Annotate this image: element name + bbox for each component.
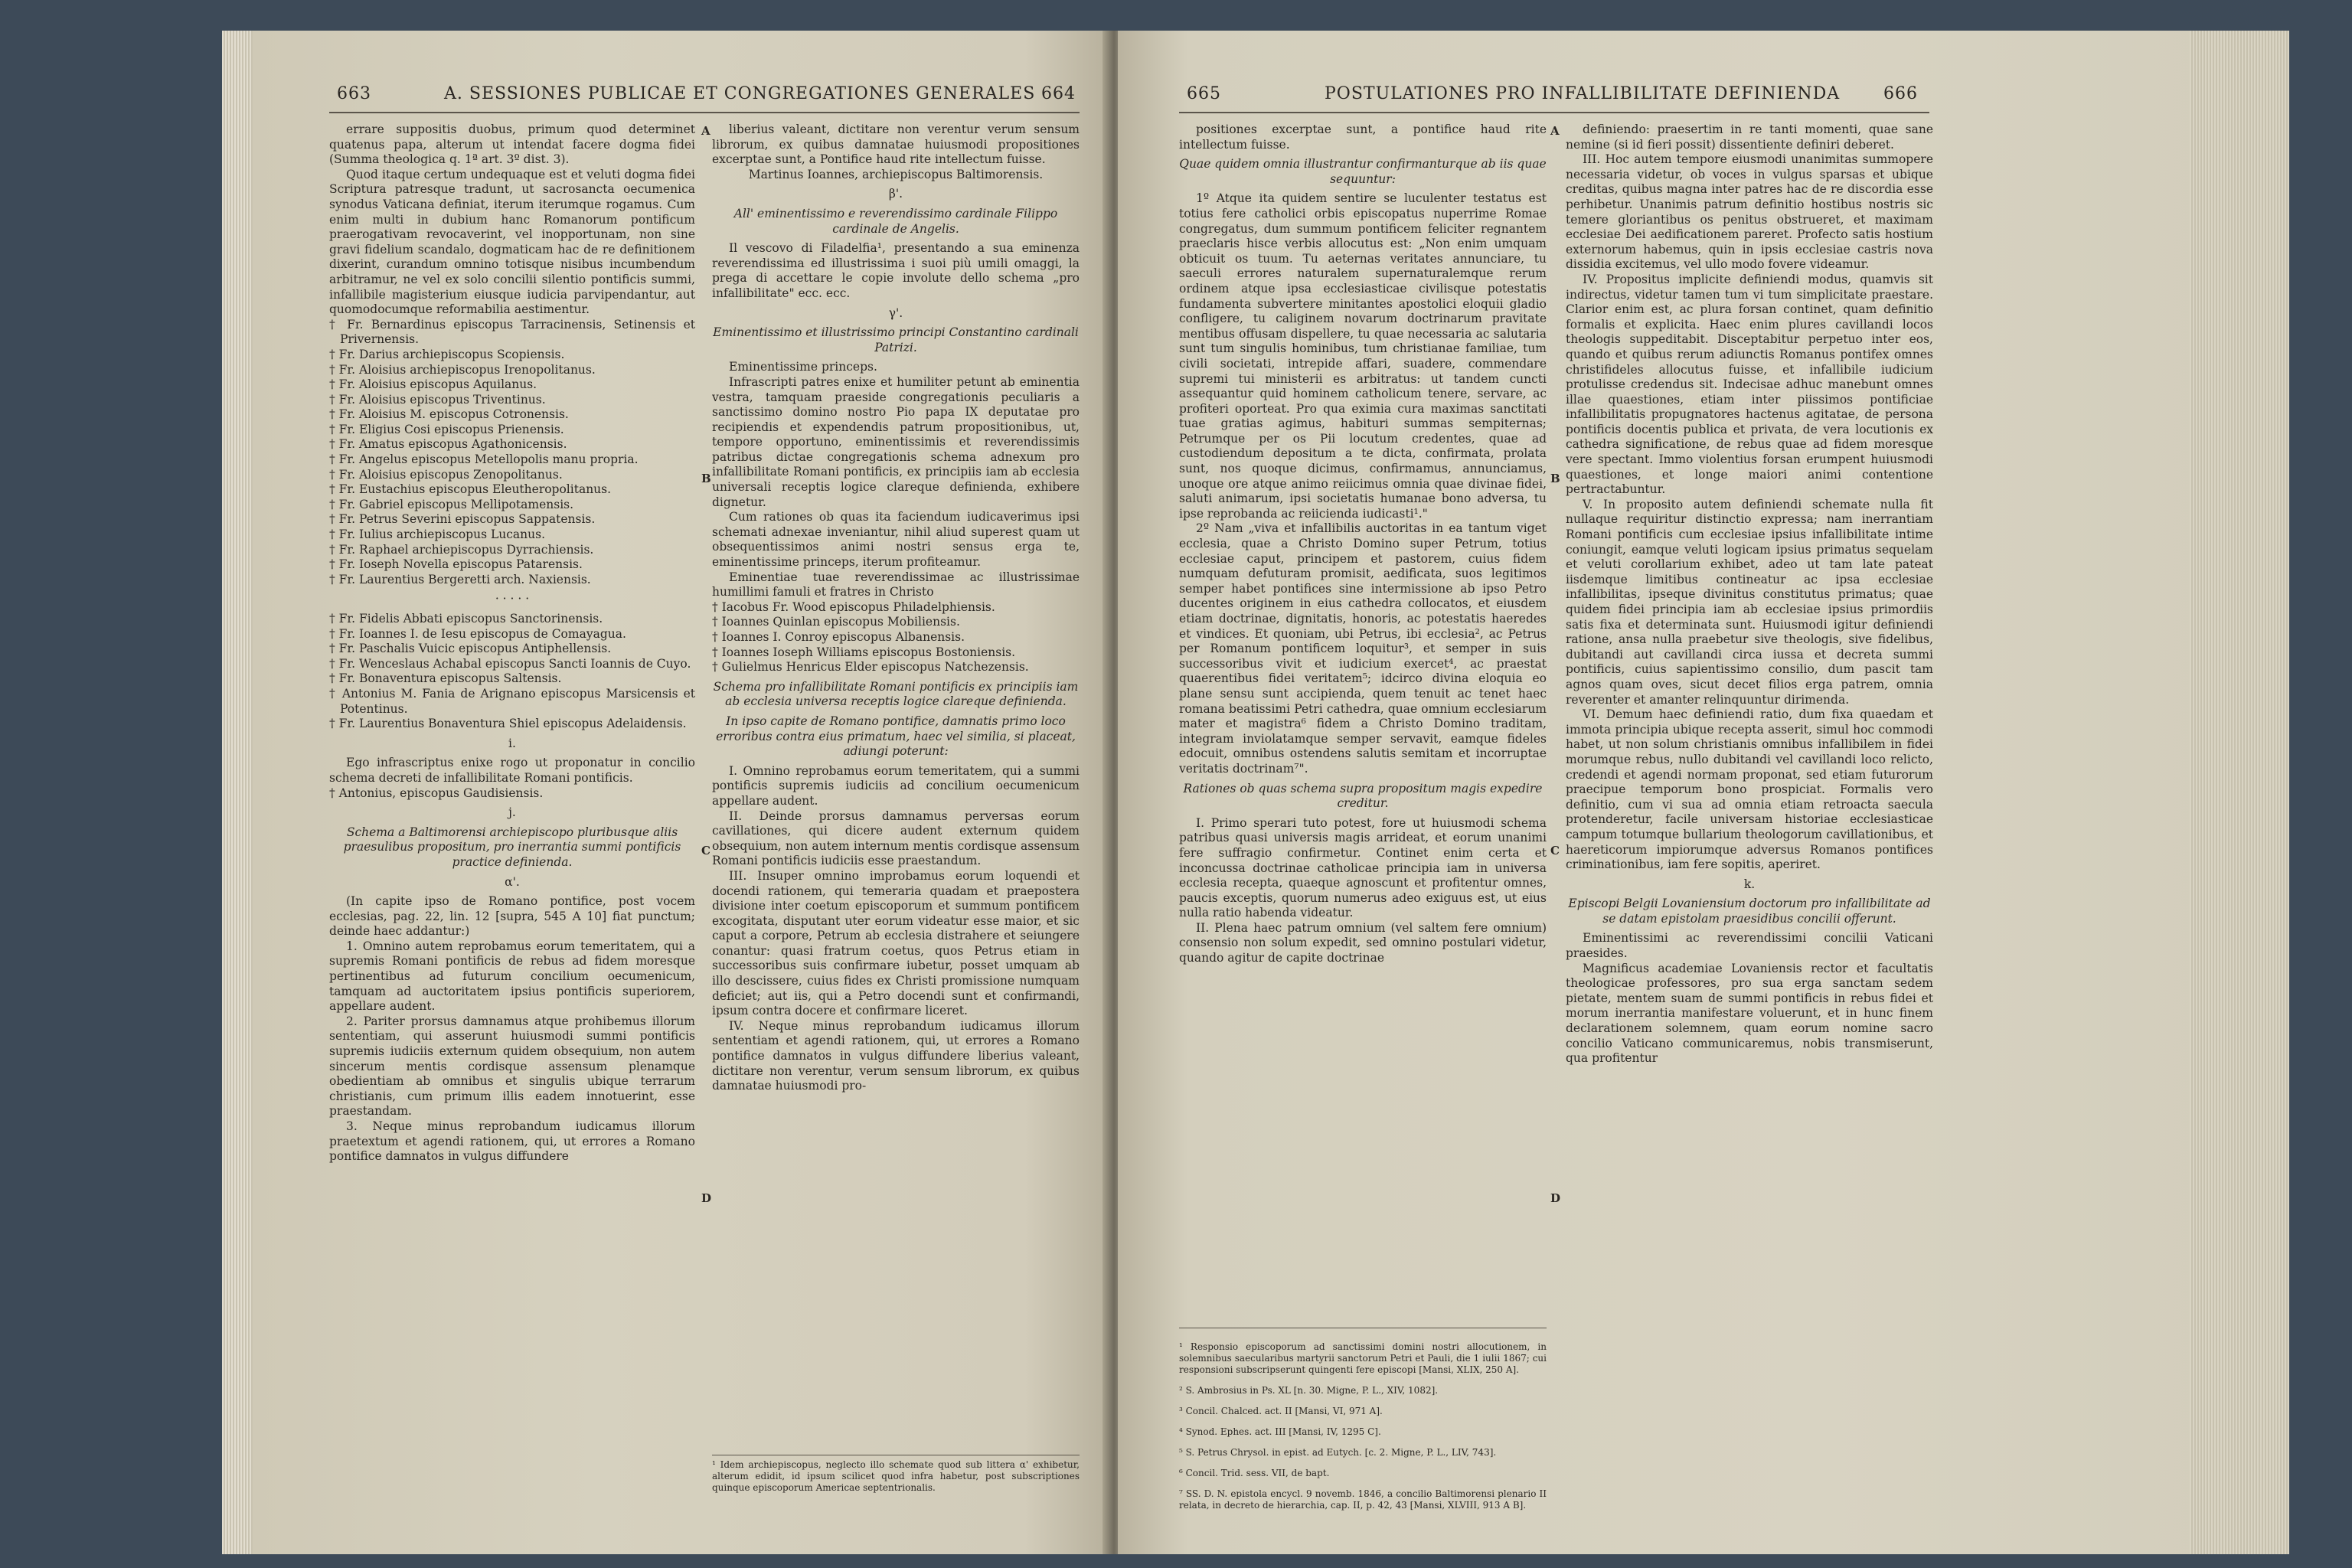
text-paragraph: Rationes ob quas schema supra propositum magis expedire creditur. [1183, 781, 1543, 811]
margin-letter-c: C [701, 844, 710, 858]
page-number-665: 665 [1187, 84, 1221, 103]
header-rule [329, 112, 1080, 113]
page-number-664: 664 [1041, 84, 1076, 103]
text-paragraph: ⁶ Concil. Trid. sess. VII, de bapt. [1179, 1468, 1330, 1478]
text-paragraph: † Iacobus Fr. Wood episcopus Philadelphiensis. [712, 599, 995, 614]
text-paragraph: γ'. [888, 305, 903, 320]
text-paragraph: ⁴ Synod. Ephes. act. III [Mansi, IV, 1295 C]. [1179, 1426, 1381, 1437]
text-paragraph: Episcopi Belgii Lovaniensium doctorum pro infallibilitate ad se datam epistolam praesidibus concilii offerunt. [1568, 897, 1931, 926]
text-paragraph: † Fr. Gabriel episcopus Mellipotamensis. [329, 497, 574, 511]
text-paragraph: VI. Demum haec definiendi ratio, dum fixa quaedam et immota principia ubique recepta asserit, simul hoc commodi habet, ut non solum christianis omnibus infallibilem in fidei morumque rebus, nullo dubitandi vel cavillandi loco relicto, credendi et agendi normam proponat, sed etiam futurorum praecipue temporum bono prospiciat. Formalis vero definitio, cum vi sua ad omnia etiam retroacta saecula protenderetur, facile universam historiae ecclesiasticae campum totumque bullarium theologorum cavillationibus, et haereticorum impiorumque adversus Romanos pontifices criminationibus, iam fere sopitis, aperiret. [1566, 707, 1933, 872]
text-paragraph: 3. Neque minus reprobandum iudicamus illorum praetextum et agendi rationem, qui, ut errores a Romano pontifice damnatos in vulgus diffundere [329, 1119, 695, 1164]
text-paragraph: † Antonius, episcopus Gaudisiensis. [329, 786, 544, 800]
text-paragraph: definiendo: praesertim in re tanti momenti, quae sane nemine (si id fieri possit) dissentiente definiri deberet. [1566, 122, 1933, 152]
right-page-edges [2190, 31, 2289, 1554]
page-number-663: 663 [337, 84, 371, 103]
margin-letter-b: B [701, 472, 711, 485]
page-number-666: 666 [1883, 84, 1918, 103]
margin-letter-a: A [701, 124, 710, 138]
text-paragraph: IV. Neque minus reprobandum iudicamus illorum sententiam et agendi rationem, qui, ut errores a Romano pontifice damnatos in vulgus diffundere liberius valeant, dictitare non verentur, verum sensum librorum, ex quibus damnatae huiusmodi pro- [712, 1018, 1080, 1093]
text-paragraph: † Fr. Paschalis Vuicic episcopus Antiphellensis. [329, 642, 612, 656]
margin-letter-a-right: A [1550, 124, 1560, 138]
text-paragraph: Eminentiae tuae reverendissimae ac illustrissimae humillimi famuli et fratres in Christo [712, 570, 1080, 599]
text-paragraph: Eminentissimi ac reverendissimi concilii Vaticani praesides. [1566, 931, 1933, 961]
margin-letter-b-right: B [1550, 472, 1560, 485]
text-paragraph: liberius valeant, dictitare non verentur verum sensum librorum, ex quibus damnatae huiusmodi propositiones excerptae sunt, a Pontifice haud rite intellectum fuisse. [712, 122, 1080, 167]
text-paragraph: I. Primo sperari tuto potest, fore ut huiusmodi schema patribus quasi universis magis arrideat, et eorum unanimi fere suffragio confirmetur. Continet enim certa et inconcussa doctrinae catholicae principia iam in universa ecclesia recepta, quaeque agnoscunt et profitentur omnes, paucis exceptis, quorum numerus adeo exiguus est, ut eius nulla ratio habenda videatur. [1179, 815, 1547, 920]
text-paragraph: ² S. Ambrosius in Ps. XL [n. 30. Migne, P. L., XIV, 1082]. [1179, 1385, 1439, 1396]
left-page-column-1 [329, 122, 695, 1547]
text-paragraph: † Antonius M. Fania de Arignano episcopus Marsicensis et Potentinus. [329, 686, 695, 716]
text-paragraph: 1º Atque ita quidem sentire se luculenter testatus est totius fere catholici orbis episcopatus nuperrime Romae congregatus, dum summum pontificem feliciter regnantem praeclaris hisce verbis allocutus est: „Non enim umquam obticuit os tuum. Tu aeternas veritates annunciare, tu saeculi errores naturalem supernaturalemque rerum ordinem atque ipsa ecclesiasticae civilisque potestatis fundamenta subvertere minitantes apostolici eloquii gladio confligere, tu caliginem novarum doctrinarum pravitate mentibus offusam dispellere, tu quae necessaria ac salutaria sunt tum singulis hominibus, tum christianae familiae, tum civili societati, intrepide affari, suadere, commendare supremi tui ministerii es arbitratus: ut tandem cuncti assequantur quid hominem catholicum tenere, servare, ac profiteri oporteat. Pro qua eximia cura maximas sanctitati tuae gratias agimus, habituri summas sempiternas; Petrumque per os Pii locutum credentes, quae ad custodiendum depositum a te dicta, confirmata, prolata sunt, nos quoque dicimus, confirmamus, annunciamus, unoque ore atque animo reiicimus omnia quae divinae fidei, saluti animarum, ipsi societatis humanae bono adversa, tu ipse reprobanda ac reiicienda iudicasti¹." [1179, 191, 1547, 521]
text-paragraph: I. Omnino reprobamus eorum temeritatem, qui a summi pontificis supremis iudiciis ad concilium oecumenicum appellare audent. [712, 763, 1080, 808]
text-paragraph: 1. Omnino autem reprobamus eorum temeritatem, qui a supremis Romani pontificis de rebus ad fidem moresque pertinentibus ad futurum concilium oecumenicum, tamquam ad auctoritatem ipsius pontificis superiorem, appellare audent. [329, 939, 695, 1014]
right-page [1118, 31, 2289, 1554]
text-paragraph: Infrascripti patres enixe et humiliter petunt ab eminentia vestra, tamquam praeside congregationis peculiaris a sanctissimo domino nostro Pio papa IX deputatae pro recipiendis et expendendis patrum propositionibus, ut, tempore opportuno, eminentissimis et reverendissimis patribus dictae congregationis schema adnexum pro infallibilitate Romani pontificis, ex principiis iam ab ecclesia universali receptis logice clareque definienda, exhibere dignetur. [712, 374, 1080, 509]
text-paragraph: All' eminentissimo e reverendissimo cardinale Filippo cardinale de Angelis. [733, 206, 1058, 236]
text-paragraph: † Fr. Darius archiepiscopus Scopiensis. [329, 347, 565, 361]
text-paragraph: Schema a Baltimorensi archiepiscopo pluribusque aliis praesulibus propositum, pro inerrantia summi pontificis practice definienda. [343, 825, 681, 869]
text-paragraph: IV. Propositus implicite definiendi modus, quamvis sit indirectus, videtur tamen tum vi tum simplicitate praestare. Clarior enim est, ac plura forsan continet, quam definitio formalis et explicita. Haec enim plures cavillandi locos theologis suppeditabit. Disceptabitur perpetuo inter eos, quando et quibus rerum adiunctis Romanus pontifex omnes christifideles allocutus fuisse, et infallibile iudicium protulisse credendus sit. Indecisae adhuc manebunt omnes illae quaestiones, etiam inter piissimos pontificiae infallibilitatis propugnatores hactenus agitatae, de persona pontificis docentis publica et privata, de vera locutionis ex cathedra significatione, de rebus quae ad fidem moresque vere spectant. Immo violentius forsan erumpent huiusmodi quaestiones, et longe maiori animi contentione pertractabuntur. [1566, 272, 1933, 497]
text-paragraph: † Fr. Fidelis Abbati episcopus Sanctorinensis. [329, 612, 603, 626]
text-paragraph: Quod itaque certum undequaque est et veluti dogma fidei Scriptura patresque tradunt, ut sacrosancta oecumenica synodus Vaticana definiat, iterum iterumque rogamus. Cum enim multi in dubium hanc Romanorum pontificum praerogativam revocaverint, vel inopportunam, non sine gravi fidelium scandalo, dogmaticam hac de re definitionem dixerint, curandum omnino totisque nisibus incumbendum arbitramur, ne vel ex solo concilii silentio pontificis summi, infallibile magisterium eiusque iudicia parvipendantur, aut quomodocumque reformabilia aestimentur. [329, 167, 695, 317]
text-paragraph: errare suppositis duobus, primum quod determinet quatenus papa, alterum ut intendat facere dogma fidei (Summa theologica q. 1ª art. 3º dist. 3). [329, 122, 695, 167]
text-paragraph: † Fr. Ioseph Novella episcopus Patarensis. [329, 557, 583, 572]
text-paragraph: † Fr. Aloisius episcopus Aquilanus. [329, 377, 537, 392]
text-paragraph: † Ioannes Ioseph Williams episcopus Bostoniensis. [712, 645, 1016, 659]
text-paragraph: † Fr. Eligius Cosi episcopus Prienensis. [329, 422, 564, 436]
header-rule-right [1179, 112, 1929, 113]
text-paragraph: II. Deinde prorsus damnamus perversas eorum cavillationes, qui dicere audent externum quidem obsequium, non autem internum mentis cordisque assensum Romani pontificis iudiciis esse praestandum. [712, 808, 1080, 868]
text-paragraph: α'. [505, 874, 520, 889]
margin-letter-d: D [701, 1191, 712, 1205]
text-paragraph: † Fr. Laurentius Bonaventura Shiel episcopus Adelaidensis. [329, 717, 687, 731]
text-paragraph: V. In proposito autem definiendi schemate nulla fit nullaque requiritur distinctio expressa; nam inerrantiam Romani pontificis cum ecclesiae ipsius infallibilitate intime coniungit, eamque veluti logicam ipsius primatus sequelam et veluti corollarium exhibet, adeo ut tam late pateat iisdemque limitibus contineatur ac ipsa ecclesiae infallibilitas, ipseque divinitus constitutus primatus; quae quidem fidei principia iam ab ecclesiae ipsius primordiis satis fixa et determinata sunt. Huiusmodi igitur definiendi ratione, ansa nulla praebetur sive theologis, sive fidelibus, dubitandi aut cavillandi circa iussa et decreta summi pontificis, cuius sapientissimo consilio, dum pascit tam agnos quam oves, sicut decet filios erga patrem, omnia reverenter et amanter relinquuntur dirimenda. [1566, 497, 1933, 707]
text-paragraph: Martinus Ioannes, archiepiscopus Baltimorensis. [748, 167, 1044, 181]
text-paragraph: Il vescovo di Filadelfia¹, presentando a sua eminenza reverendissima ed illustrissima i suoi più umili omaggi, la prega di accettare le copie involute dello schema „pro infallibilitate" ecc. ecc. [712, 241, 1080, 300]
text-paragraph: ³ Concil. Chalced. act. II [Mansi, VI, 971 A]. [1179, 1406, 1383, 1416]
right-footnotes [1179, 1332, 1547, 1547]
text-paragraph: · · · · · [495, 592, 530, 606]
text-paragraph: III. Insuper omnino improbamus eorum loquendi et docendi rationem, qui temeraria quadam et praepostera divisione inter coetum episcoporum et summum pontificem excogitata, disputant uter eorum videatur esse maior, et sic caput a corpore, Petrum ab ecclesia distrahere et seiungere conantur: quasi fratrum coetus, quos Petrus etiam in successoribus suis confirmare iubetur, posset umquam ab illo descissere, cuius fides ex Christi promissione numquam deficiet; aut iis, qui a Petro docendi sunt et confirmandi, ipsum contra docere et confirmare liceret. [712, 868, 1080, 1018]
text-paragraph: Eminentissimo et illustrissimo principi Constantino cardinali Patrizi. [713, 325, 1079, 354]
text-paragraph: (In capite ipso de Romano pontifice, post vocem ecclesias, pag. 22, lin. 12 [supra, 545 A 10] fiat punctum; deinde haec addantur:) [329, 894, 695, 939]
text-paragraph: † Fr. Amatus episcopus Agathonicensis. [329, 437, 567, 452]
text-paragraph: II. Plena haec patrum omnium (vel saltem fere omnium) consensio non solum expedit, sed omnino postulari videtur, quando agitur de capite doctrinae [1179, 920, 1547, 965]
running-title-right: POSTULATIONES PRO INFALLIBILITATE DEFINIENDA [1325, 84, 1841, 103]
text-paragraph: k. [1743, 877, 1756, 891]
text-paragraph: Quae quidem omnia illustrantur confirmanturque ab iis quae sequuntur: [1179, 157, 1547, 186]
text-paragraph: † Ioannes Quinlan episcopus Mobiliensis. [712, 615, 960, 629]
text-paragraph: Schema pro infallibilitate Romani pontificis ex principiis iam ab ecclesia universa receptis logice clareque definienda. [713, 679, 1079, 709]
text-paragraph: † Fr. Aloisius episcopus Triventinus. [329, 392, 546, 407]
text-paragraph: ¹ Responsio episcoporum ad sanctissimi domini nostri allocutionem, in solemnibus saecularibus martyrii sanctorum Petri et Pauli, die 1 iulii 1867; cui responsioni subscripserunt quingenti fere episcopi [Mansi, XLIX, 250 A]. [1179, 1341, 1547, 1375]
text-paragraph: ⁷ SS. D. N. epistola encycl. 9 novemb. 1846, a concilio Baltimorensi plenario II relata, in decreto de hierarchia, cap. II, p. 42, 43 [Mansi, XLVIII, 913 A B]. [1179, 1488, 1547, 1511]
margin-letter-c-right: C [1550, 844, 1560, 858]
text-paragraph: † Fr. Iulius archiepiscopus Lucanus. [329, 528, 545, 542]
text-paragraph: j. [508, 805, 516, 820]
text-paragraph: Magnificus academiae Lovaniensis rector et facultatis theologicae professores, pro sua erga sanctam sedem pietate, mentem suam de summi pontificis in rebus fidei et morum inerrantia manifestare voluerunt, et in hunc finem declarationem solemnem, quam eorum nomine sacro concilio Vaticano communicaremus, nobis transmiserunt, qua profitentur [1566, 961, 1933, 1066]
text-paragraph: Eminentissime princeps. [729, 360, 877, 374]
text-paragraph: † Fr. Aloisius M. episcopus Cotronensis. [329, 407, 569, 422]
text-paragraph: Cum rationes ob quas ita faciendum iudicaverimus ipsi schemati adnexae inveniantur, nihil aliud superest quam ut obsequentissimos animi nostri sensus erga te, eminentissime princeps, iterum profiteamur. [712, 510, 1080, 570]
text-paragraph: 2º Nam „viva et infallibilis auctoritas in ea tantum viget ecclesia, quae a Christo Domino super Petrum, totius ecclesiae caput, principem et pastorem, cuius fidem numquam defuturam promisit, aedificata, suos legitimos semper habet pontifices sine intermissione ab ipso Petro ducentes originem in eius cathedra collocatos, et eiusdem etiam doctrinae, dignitatis, honoris, ac potestatis haeredes et vindices. Et quoniam, ubi Petrus, ibi ecclesia², ac Petrus per Romanum pontificem loquitur³, et semper in suis successoribus vivit et iudicium exercet⁴, ac praestat quaerentibus fidei veritatem⁵; idcirco divina eloquia eo plane sensu sunt accipienda, quem tenuit ac tenet haec romana beatissimi Petri cathedra, quae omnium ecclesiarum mater et magistra⁶ fidem a Christo Domino traditam, integram inviolatamque semper servavit, eamque fideles edocuit, omnibus ostendens salutis semitam et incorruptae veritatis doctrinam⁷". [1179, 521, 1547, 776]
text-paragraph: β'. [888, 187, 903, 201]
text-paragraph: 2. Pariter prorsus damnamus atque prohibemus illorum sententiam, qui asserunt huiusmodi summi pontificis supremis iudiciis externum quidem obsequium, non autem sincerum mentis cordisque assensum plenamque obedientiam ab omnibus et singulis ubique terrarum christianis, cum primum illis eadem innotuerint, esse praestandam. [329, 1014, 695, 1119]
left-page [253, 31, 1110, 1554]
text-paragraph: † Ioannes I. Conroy episcopus Albanensis. [712, 630, 965, 644]
text-paragraph: † Fr. Aloisius episcopus Zenopolitanus. [329, 467, 563, 482]
left-page-column-2 [712, 122, 1080, 1455]
text-paragraph: † Fr. Bonaventura episcopus Saltensis. [329, 671, 562, 686]
text-paragraph: III. Hoc autem tempore eiusmodi unanimitas summopere necessaria videtur, ob voces in vulgus sparsas et ubique creditas, quibus magna inter patres hac de re discordia esse perhibetur. Unanimis patrum definitio hostibus nostris sic temere gloriantibus os penitus obstrueret, et maximam ecclesiae Dei aedificationem pareret. Profecto satis hostium externorum habemus, quin in ipsis ecclesiae castris nova dissidia excitemus, vel ullo modo fovere videamur. [1566, 152, 1933, 272]
text-paragraph: † Fr. Angelus episcopus Metellopolis manu propria. [329, 452, 639, 467]
text-paragraph: † Gulielmus Henricus Elder episcopus Natchezensis. [712, 660, 1029, 675]
text-paragraph: † Fr. Petrus Severini episcopus Sappatensis. [329, 512, 596, 527]
text-paragraph: In ipso capite de Romano pontifice, damnatis primo loco erroribus contra eius primatum, haec vel similia, si placeat, adiungi poterunt: [716, 714, 1076, 759]
text-paragraph: † Fr. Laurentius Bergeretti arch. Naxiensis. [329, 572, 591, 586]
left-footnote: ¹ Idem archiepiscopus, neglecto illo schemate quod sub littera α' exhibetur, alterum edidit, id ipsum scilicet quod infra habetur, post subscriptiones quinque episcoporum Americae septentrionalis. [712, 1459, 1080, 1493]
text-paragraph: i. [508, 736, 516, 750]
text-paragraph: † Fr. Eustachius episcopus Eleutheropolitanus. [329, 482, 612, 497]
right-page-column-1 [1179, 122, 1547, 1317]
right-page-column-2 [1566, 122, 1933, 1547]
text-paragraph: positiones excerptae sunt, a pontifice haud rite intellectum fuisse. [1179, 122, 1547, 152]
running-title-left: A. SESSIONES PUBLICAE ET CONGREGATIONES GENERALES [444, 84, 1036, 103]
text-paragraph: ⁵ S. Petrus Chrysol. in epist. ad Eutych. [c. 2. Migne, P. L., LIV, 743]. [1179, 1447, 1497, 1458]
text-paragraph: Ego infrascriptus enixe rogo ut proponatur in concilio schema decreti de infallibilitate Romani pontificis. [329, 756, 695, 785]
text-paragraph: † Fr. Bernardinus episcopus Tarracinensis, Setinensis et Privernensis. [329, 317, 695, 347]
text-paragraph: † Fr. Raphael archiepiscopus Dyrrachiensis. [329, 542, 594, 557]
text-paragraph: † Fr. Aloisius archiepiscopus Irenopolitanus. [329, 362, 596, 377]
text-paragraph: † Fr. Wenceslaus Achabal episcopus Sancti Ioannis de Cuyo. [329, 656, 691, 671]
margin-letter-d-right: D [1550, 1191, 1561, 1205]
left-page-edges [222, 31, 253, 1554]
text-paragraph: † Fr. Ioannes I. de Iesu episcopus de Comayagua. [329, 626, 626, 641]
